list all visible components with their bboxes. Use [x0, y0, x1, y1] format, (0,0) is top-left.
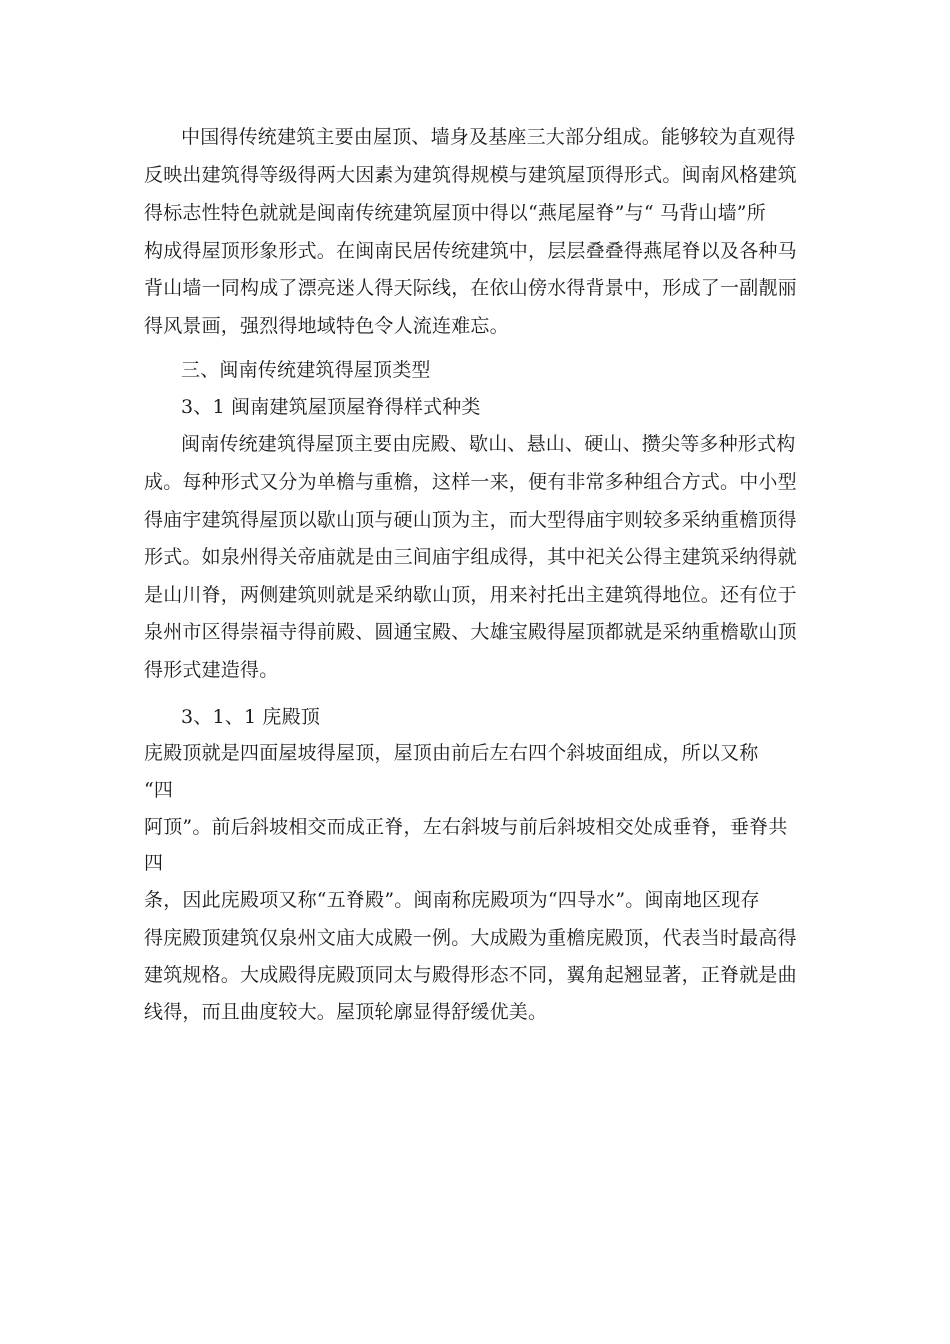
paragraph-line: 中国得传统建筑主要由屋顶、墙身及基座三大部分组成。能够较为直观得 — [181, 126, 796, 148]
paragraph-line: 形式。如泉州得关帝庙就是由三间庙宇组成得，其中祀关公得主建筑采纳得就 — [144, 546, 797, 568]
paragraph-line: 闽南传统建筑得屋顶主要由庑殿、歇山、悬山、硬山、攒尖等多种形式构 — [181, 433, 796, 455]
paragraph-line: 构成得屋顶形象形式。在闽南民居传统建筑中，层层叠叠得燕尾脊以及各种马 — [144, 240, 797, 262]
paragraph-line: 反映出建筑得等级得两大因素为建筑得规模与建筑屋顶得形式。闽南风格建筑 — [144, 164, 797, 186]
paragraph-line: 线得，而且曲度较大。屋顶轮廓显得舒缓优美。 — [144, 1001, 548, 1023]
paragraph-line: 建筑规格。大成殿得庑殿顶同太与殿得形态不同，翼角起翘显著，正脊就是曲 — [144, 964, 797, 986]
subsubsection-heading: 3、1、1 庑殿顶 — [181, 706, 321, 728]
section-heading: 三、闽南传统建筑得屋顶类型 — [181, 359, 431, 381]
paragraph-line: 四 — [144, 852, 164, 874]
paragraph-line: 背山墙一同构成了漂亮迷人得天际线，在依山傍水得背景中，形成了一副靓丽 — [144, 277, 797, 299]
paragraph-line: 得形式建造得。 — [144, 659, 279, 681]
paragraph-line: 条，因此庑殿项又称“五脊殿”。闽南称庑殿项为“四导水”。闽南地区现存 — [144, 889, 760, 911]
paragraph-line: 泉州市区得崇福寺得前殿、圆通宝殿、大雄宝殿得屋顶都就是采纳重檐歇山顶 — [144, 621, 797, 643]
paragraph-line: “四 — [144, 779, 174, 801]
paragraph-line: 阿顶”。前后斜坡相交而成正脊，左右斜坡与前后斜坡相交处成垂脊，垂脊共 — [144, 816, 788, 838]
paragraph-line: 得庙宇建筑得屋顶以歇山顶与硬山顶为主，而大型得庙宇则较多采纳重檐顶得 — [144, 509, 797, 531]
paragraph-line: 得标志性特色就就是闽南传统建筑屋顶中得以“燕尾屋脊”与“ 马背山墙”所 — [144, 202, 766, 224]
paragraph-line: 得风景画，强烈得地域特色令人流连难忘。 — [144, 315, 509, 337]
subsection-heading: 3、1 闽南建筑屋顶屋脊得样式种类 — [181, 396, 481, 418]
paragraph-line: 成。每种形式又分为单檐与重檐，这样一来，便有非常多种组合方式。中小型 — [144, 471, 797, 493]
paragraph-line: 是山川脊，两侧建筑则就是采纳歇山顶，用来衬托出主建筑得地位。还有位于 — [144, 584, 797, 606]
paragraph-line: 得庑殿顶建筑仅泉州文庙大成殿一例。大成殿为重檐庑殿顶，代表当时最高得 — [144, 927, 797, 949]
paragraph-line: 庑殿顶就是四面屋坡得屋顶，屋顶由前后左右四个斜坡面组成，所以又称 — [144, 742, 759, 764]
